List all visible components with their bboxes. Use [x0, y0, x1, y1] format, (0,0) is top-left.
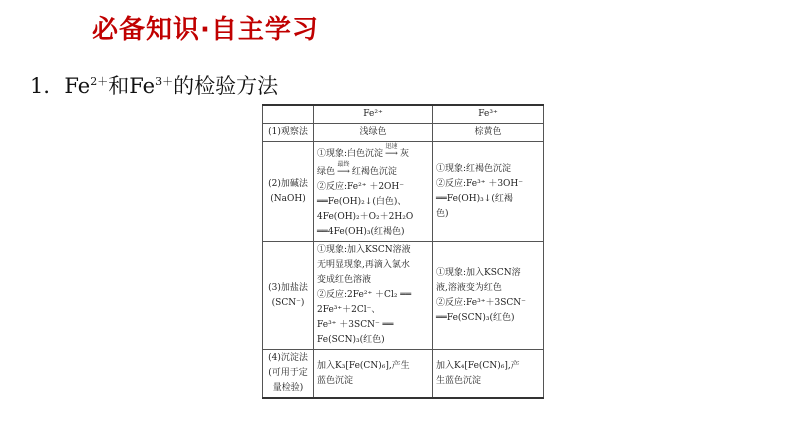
- heading-fe2: Fe: [64, 74, 91, 98]
- method-line: 量检验): [272, 383, 304, 393]
- heading-fe3-charge: 3＋: [155, 75, 174, 88]
- cell-line: ②反应:Fe²⁺ ＋2OH⁻: [317, 182, 405, 192]
- fe2-cell: [314, 350, 433, 399]
- arrow-icon: ⟶: [337, 167, 350, 177]
- cell-line: Fe³⁺ ＋3SCN⁻ ══: [317, 320, 394, 330]
- heading-fe2-charge: 2＋: [90, 75, 109, 88]
- method-cell: [263, 142, 314, 242]
- method-line: (3)加盐法: [268, 282, 308, 293]
- content-heading: [30, 70, 278, 100]
- fe-test-table: [262, 104, 544, 399]
- cell-line: 生蓝色沉淀: [436, 375, 482, 386]
- cell-line: ②反应:Fe³⁺＋3SCN⁻: [436, 297, 526, 308]
- heading-number: 1．: [30, 74, 65, 98]
- fe2-cell: 浅绿色: [314, 124, 433, 142]
- fe2-cell: [314, 142, 433, 242]
- reaction-arrow: [383, 143, 400, 162]
- header-fe2: Fe²⁺: [314, 105, 433, 124]
- cell-line: ══Fe(OH)₂↓(白色)、: [317, 197, 407, 207]
- cell-line: ①现象:加入KSCN溶: [436, 267, 521, 278]
- heading-fe3: Fe: [129, 74, 156, 98]
- heading-and: 和: [108, 74, 130, 98]
- arrow-icon: ⟶: [385, 149, 398, 159]
- cell-text: ①现象:白色沉淀: [317, 149, 384, 159]
- cell-line: [317, 161, 429, 180]
- method-cell: (1)观察法: [263, 124, 314, 142]
- cell-line: 2Fe³⁺＋2Cl⁻、: [317, 305, 381, 315]
- arrow-label: 最终: [337, 161, 350, 168]
- cell-line: 蓝色沉淀: [317, 375, 354, 386]
- header-fe3: Fe³⁺: [433, 105, 544, 124]
- cell-text: 绿色: [317, 167, 336, 177]
- section-title: 必备知识·自主学习: [92, 15, 319, 45]
- header-blank: [263, 105, 314, 124]
- cell-line: Fe(SCN)₃(红色): [317, 335, 385, 345]
- reaction-arrow: [335, 161, 352, 180]
- table-header-row: [263, 105, 544, 124]
- method-cell: [263, 242, 314, 350]
- cell-line: ①现象:红褐色沉淀: [436, 163, 512, 174]
- method-line: (2)加碱法: [268, 178, 308, 189]
- cell-line: ①现象:加入KSCN溶液: [317, 245, 411, 255]
- cell-line: 变成红色溶液: [317, 275, 372, 285]
- method-line: (4)沉淀法: [268, 353, 308, 363]
- cell-line: ②反应:Fe³⁺ ＋3OH⁻: [436, 178, 524, 189]
- cell-text: 灰: [399, 149, 409, 159]
- heading-rest: 的检验方法: [173, 74, 279, 98]
- table-row: [263, 142, 544, 242]
- cell-line: ══4Fe(OH)₃(红褐色): [317, 227, 405, 237]
- method-line: (可用于定: [268, 368, 308, 378]
- cell-line: ══Fe(SCN)₃(红色): [436, 312, 515, 323]
- cell-line: 色): [436, 208, 449, 219]
- table-row: [263, 124, 544, 142]
- table-row: [263, 242, 544, 350]
- cell-line: 无明显现象,再滴入氯水: [317, 260, 410, 270]
- cell-line: 液,溶液变为红色: [436, 282, 502, 293]
- method-line: (NaOH): [270, 193, 306, 204]
- fe3-cell: 棕黄色: [433, 124, 544, 142]
- method-cell: [263, 350, 314, 399]
- cell-line: 4Fe(OH)₂＋O₂＋2H₂O: [317, 212, 414, 222]
- cell-line: 加入K₃[Fe(CN)₆],产生: [317, 360, 410, 371]
- arrow-label: 迅速: [385, 143, 398, 150]
- cell-line: 加入K₄[Fe(CN)₆],产: [436, 360, 520, 371]
- cell-line: [317, 143, 429, 162]
- fe3-cell: [433, 350, 544, 399]
- cell-line: ②反应:2Fe²⁺ ＋Cl₂ ══: [317, 290, 412, 300]
- fe3-cell: [433, 142, 544, 242]
- method-line: (SCN⁻): [271, 297, 305, 308]
- fe2-cell: [314, 242, 433, 350]
- table-row: [263, 350, 544, 399]
- cell-text: 红褐色沉淀: [351, 167, 397, 177]
- cell-line: ══Fe(OH)₃↓(红褐: [436, 193, 513, 204]
- fe3-cell: [433, 242, 544, 350]
